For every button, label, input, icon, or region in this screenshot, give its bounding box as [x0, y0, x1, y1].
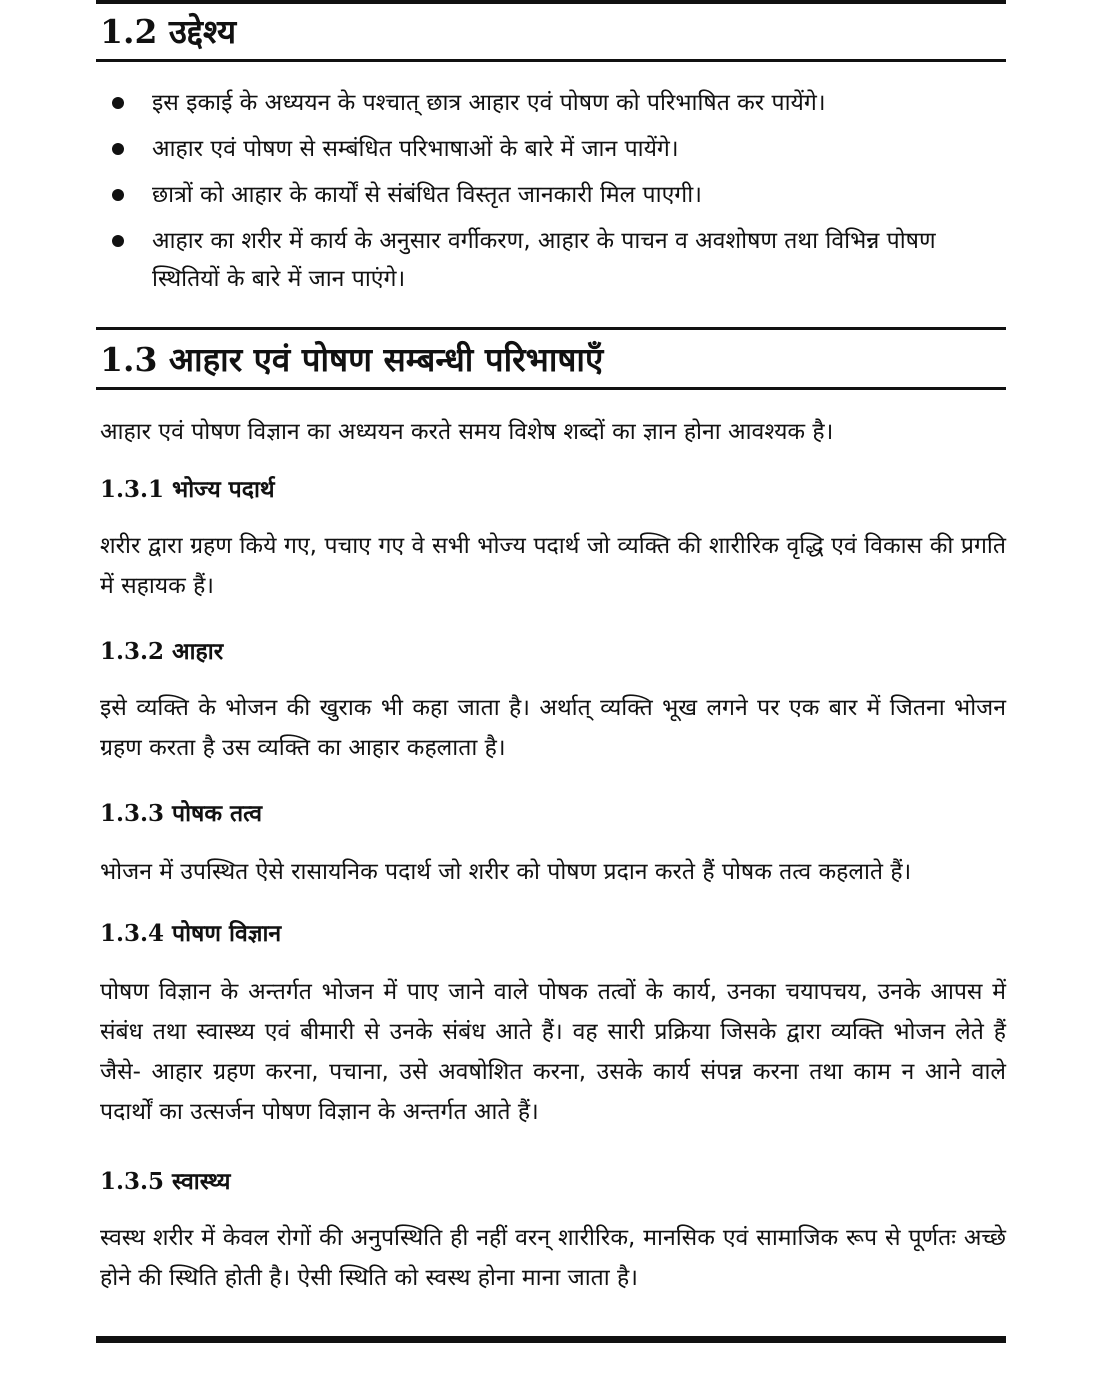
top-rule [96, 0, 1006, 4]
list-item-text: आहार का शरीर में कार्य के अनुसार वर्गीकरण, आहार के पाचन व अवशोषण तथा विभिन्न पोषण स्थितियों के बारे में जान पाएंगे। [152, 228, 936, 292]
subsection-text-nutrients: भोजन में उपस्थित ऐसे रासायनिक पदार्थ जो शरीर को पोषण प्रदान करते हैं पोषक तत्व कहलाते हैं। [100, 859, 912, 885]
list-item-text: इस इकाई के अध्ययन के पश्चात् छात्र आहार एवं पोषण को परिभाषित कर पायेंगे। [152, 90, 826, 116]
bullet-icon [112, 189, 124, 201]
subsection-heading-diet: 1.3.2 आहार [100, 638, 224, 665]
subsection-heading-nutrients: 1.3.3 पोषक तत्व [100, 800, 263, 827]
list-item [108, 222, 1008, 298]
bullet-icon [112, 97, 124, 109]
subsection-text-nutrition-science: पोषण विज्ञान के अन्तर्गत भोजन में पाए जाने वाले पोषक तत्वों के कार्य, उनका चयापचय, उनके आपस में संबंध तथा स्वास्थ्य एवं बीमारी से उनके संबंध आते हैं। वह सारी प्रक्रिया जिसके द्वारा व्यक्ति भोजन लेते हैं जैसे- आहार ग्रहण करना, पचाना, उसे अवषोशित करना, उसके कार्य संपन्न करना तथा काम न आने वाले पदार्थों का उत्सर्जन पोषण विज्ञान के अन्तर्गत आते हैं। [100, 979, 1006, 1125]
list-item [108, 176, 1008, 214]
bullet-icon [112, 235, 124, 247]
objectives-list [108, 84, 1008, 306]
list-item-text: आहार एवं पोषण से सम्बंधित परिभाषाओं के बारे में जान पायेंगे। [152, 136, 679, 162]
definitions-top-rule [96, 327, 1006, 330]
list-item-text: छात्रों को आहार के कार्यों से संबंधित विस्तृत जानकारी मिल पाएगी। [152, 182, 702, 208]
list-item [108, 84, 1008, 122]
bottom-rule [96, 1336, 1006, 1343]
bullet-icon [112, 143, 124, 155]
section-heading-objectives: 1.2 उद्देश्य [100, 12, 237, 51]
list-item [108, 130, 1008, 168]
subsection-text-food: शरीर द्वारा ग्रहण किये गए, पचाए गए वे सभी भोज्य पदार्थ जो व्यक्ति की शारीरिक वृद्धि एवं विकास की प्रगति में सहायक हैं। [100, 533, 1006, 599]
subsection-text-diet: इसे व्यक्ति के भोजन की खुराक भी कहा जाता है। अर्थात् व्यक्ति भूख लगने पर एक बार में जितना भोजन ग्रहण करता है उस व्यक्ति का आहार कहलाता है। [100, 695, 1006, 761]
subsection-heading-nutrition-science: 1.3.4 पोषण विज्ञान [100, 920, 282, 947]
section-heading-definitions: 1.3 आहार एवं पोषण सम्बन्धी परिभाषाएँ [100, 340, 604, 379]
definitions-intro: आहार एवं पोषण विज्ञान का अध्ययन करते समय विशेष शब्दों का ज्ञान होना आवश्यक है। [100, 419, 834, 445]
subsection-heading-food: 1.3.1 भोज्य पदार्थ [100, 476, 275, 503]
objectives-underline [96, 59, 1006, 62]
subsection-text-health: स्वस्थ शरीर में केवल रोगों की अनुपस्थिति ही नहीं वरन् शारीरिक, मानसिक एवं सामाजिक रूप से पूर्णतः अच्छे होने की स्थिति होती है। ऐसी स्थिति को स्वस्थ होना माना जाता है। [100, 1225, 1006, 1291]
subsection-heading-health: 1.3.5 स्वास्थ्य [100, 1168, 231, 1195]
definitions-underline [96, 387, 1006, 390]
